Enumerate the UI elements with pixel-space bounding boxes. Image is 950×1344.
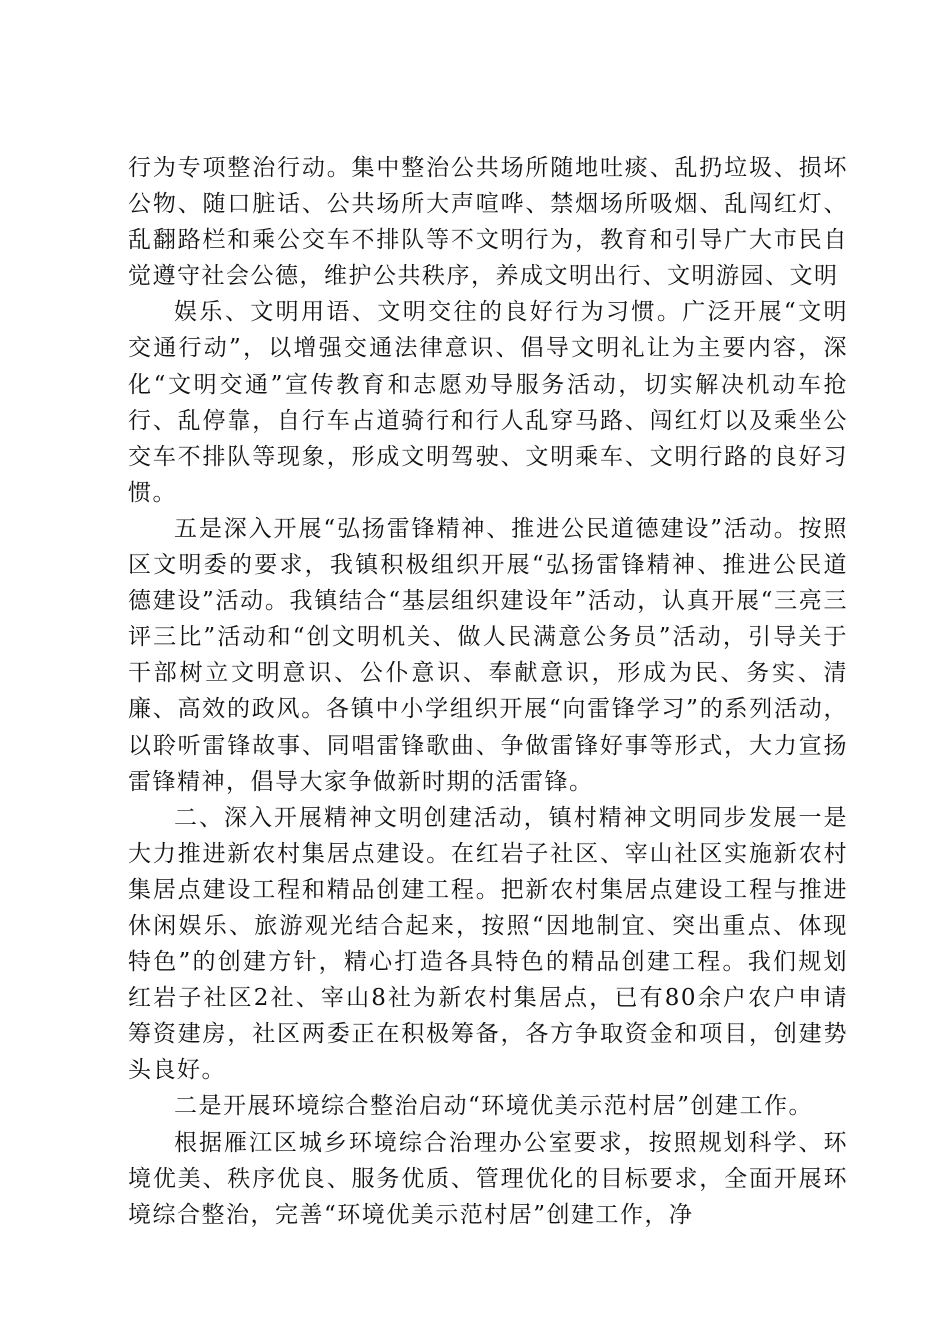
paragraph-environment-heading: 二是开展环境综合整治启动“环境优美示范村居”创建工作。	[174, 1093, 814, 1120]
paragraph-new-rural-settlement: 二、深入开展精神文明创建活动，镇村精神文明同步发展一是大力推进新农村集居点建设。在红岩子社区、宰山社区实施新农村集居点建设工程和精品创建工程。把新农村集居点建设工程与推进休闲娱乐、旅游观光结合起来，按照“因地制宜、突出重点、体现特色”的创建方针，精心打造各具特色的精品创建工程。我们规划红岩子社区2社、宰山8社为新农村集居点，已有80余户农户申请筹资建房，社区两委正在积极筹备，各方争取资金和项目，创建势头良好。	[128, 804, 848, 1084]
paragraph-civilized-traffic: 娱乐、文明用语、文明交往的良好行为习惯。广泛开展“文明交通行动”，以增强交通法律意识、倡导文明礼让为主要内容，深化“文明交通”宣传教育和志愿劝导服务活动，切实解决机动车抢行、乱停靠，自行车占道骑行和行人乱穿马路、闯红灯以及乘坐公交车不排队等现象，形成文明驾驶、文明乘车、文明行路的良好习惯。	[128, 299, 848, 506]
document-body	[128, 150, 848, 1233]
paragraph-uncivil-behavior-campaign: 行为专项整治行动。集中整治公共场所随地吐痰、乱扔垃圾、损坏公物、随口脏话、公共场所大声喧哗、禁烟场所吸烟、乱闯红灯、乱翻路栏和乘公交车不排队等不文明行为，教育和引导广大市民自觉遵守社会公德，维护公共秩序，养成文明出行、文明游园、文明	[128, 155, 848, 290]
paragraph-environment-rectification: 根据雁江区城乡环境综合治理办公室要求，按照规划科学、环境优美、秩序优良、服务优质、管理优化的目标要求，全面开展环境综合整治，完善“环境优美示范村居”创建工作，净	[128, 1129, 848, 1228]
paragraph-lei-feng-spirit: 五是深入开展“弘扬雷锋精神、推进公民道德建设”活动。按照区文明委的要求，我镇积极组织开展“弘扬雷锋精神、推进公民道德建设”活动。我镇结合“基层组织建设年”活动，认真开展“三亮三评三比”活动和“创文明机关、做人民满意公务员”活动，引导关于干部树立文明意识、公仆意识、奉献意识，形成为民、务实、清廉、高效的政风。各镇中小学组织开展“向雷锋学习”的系列活动，以聆听雷锋故事、同唱雷锋歌曲、争做雷锋好事等形式，大力宣扬雷锋精神，倡导大家争做新时期的活雷锋。	[128, 515, 848, 795]
